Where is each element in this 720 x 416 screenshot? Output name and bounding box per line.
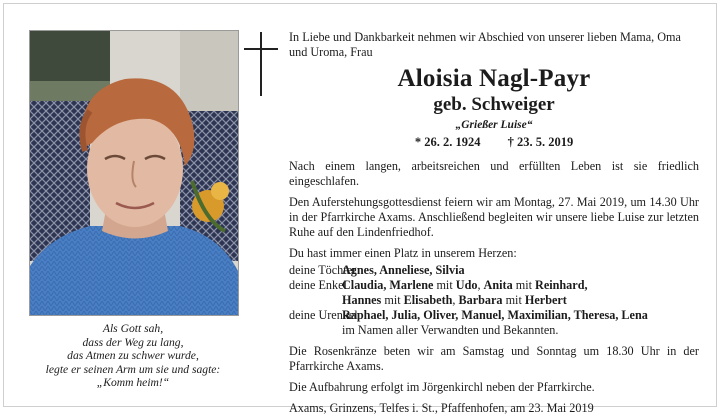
heart-paragraph: Du hast immer einen Platz in unserem Herzen:: [289, 246, 517, 260]
notice-text: [289, 30, 699, 416]
service-paragraph: Den Auferstehungsgottesdienst feiern wir am Montag, 27. Mai 2019, um 14.30 Uhr in der Pfarrkirche Axams. Anschließend begleiten wir unsere liebe Luise zur letzten Ruhe auf den Lindenfriedhof.: [289, 195, 699, 239]
intro-text: In Liebe und Dankbarkeit nehmen wir Abschied von unserer lieben Mama, Oma und Uroma, Frau: [289, 30, 681, 59]
passing-paragraph: Nach einem langen, arbeitsreichen und erfüllten Leben ist sie friedlich eingeschlafen.: [289, 159, 699, 188]
birth-date: * 26. 2. 1924: [414, 135, 481, 149]
portrait-illustration: [30, 31, 238, 315]
birth-name: geb. Schweiger: [433, 94, 555, 115]
poem: [29, 322, 237, 390]
grandchildren-row-2: Hannes mit Elisabeth, Barbara mit Herbert: [342, 293, 567, 307]
grandchildren-row: [289, 278, 699, 293]
viewing-paragraph: Die Aufbahrung erfolgt im Jörgenkirchl neben der Pfarrkirche.: [289, 380, 595, 394]
death-date: † 23. 5. 2019: [507, 135, 574, 149]
poem-line: das Atmen zu schwer wurde,: [67, 349, 199, 363]
daughters-names: Agnes, Anneliese, Silvia: [342, 263, 465, 277]
life-dates: [289, 134, 699, 150]
poem-line: legte er seinen Arm um sie und sagte:: [45, 362, 221, 376]
daughters-label: deine Töchter: [289, 263, 357, 277]
poem-line: Als Gott sah,: [102, 322, 164, 335]
poem-line: dass der Weg zu lang,: [82, 335, 184, 349]
obituary-notice: [3, 3, 717, 415]
portrait-photo: [29, 30, 239, 316]
daughters-row: [289, 263, 699, 278]
great-grandchildren-row: [289, 308, 699, 323]
signoff-line: Axams, Grinzens, Telfes i. St., Pfaffenhofen, am 23. Mai 2019: [289, 401, 594, 415]
family-list: [289, 263, 699, 338]
relatives-line: im Namen aller Verwandten und Bekannten.: [342, 323, 559, 337]
grandchildren-names: Claudia, Marlene mit Udo, Anita mit Reinhard,: [342, 278, 588, 292]
poem-line: „Komm heim!“: [96, 376, 170, 390]
nickname: „Grießer Luise“: [455, 119, 533, 131]
grandchildren-label: deine Enkel: [289, 278, 347, 292]
great-grandchildren-names: Raphael, Julia, Oliver, Manuel, Maximilian, Theresa, Lena: [342, 308, 648, 322]
great-grandchildren-label: deine Urenkel: [289, 308, 358, 322]
cross-icon: [244, 32, 278, 96]
rosary-paragraph: Die Rosenkränze beten wir am Samstag und Sonntag um 18.30 Uhr in der Pfarrkirche Axams.: [289, 344, 699, 373]
deceased-name: Aloisia Nagl-Payr: [397, 65, 591, 92]
